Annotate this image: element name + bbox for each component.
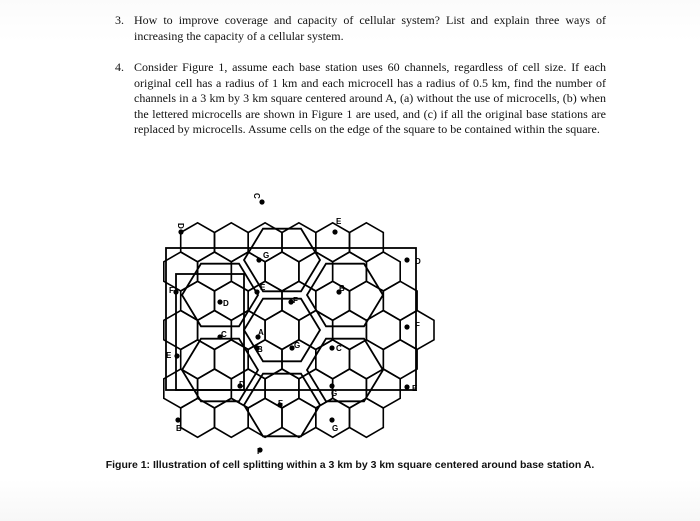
- label-g-low: G: [331, 389, 338, 398]
- hex-cell: [333, 252, 367, 291]
- figure-caption: Figure 1: Illustration of cell splitting within a 3 km by 3 km square centered around base station A.: [105, 459, 595, 471]
- label-f-bottom: F: [257, 447, 262, 456]
- cell-splitting-figure: [150, 180, 450, 460]
- label-d-left: D: [176, 223, 185, 229]
- hex-cell: [366, 311, 400, 350]
- hex-cell: [181, 398, 215, 437]
- base-station-dot: [404, 384, 409, 389]
- base-station-dot: [175, 417, 180, 422]
- label-g-bottom: G: [332, 424, 339, 433]
- large-cell: [182, 264, 258, 327]
- base-station-dot: [332, 229, 337, 234]
- label-f-low: F: [278, 399, 283, 408]
- hex-cell: [350, 340, 384, 379]
- question-4: [115, 60, 606, 138]
- hex-cell: [350, 223, 384, 262]
- label-c-top: C: [252, 193, 261, 199]
- square-boundaries: [166, 248, 416, 390]
- label-e-right: E: [412, 384, 418, 393]
- hex-cell: [316, 223, 350, 262]
- label-d-right: D: [415, 257, 421, 266]
- label-d-mid: D: [223, 299, 229, 308]
- hex-cell: [400, 311, 434, 350]
- base-station-dot: [217, 299, 222, 304]
- hex-cell: [282, 398, 316, 437]
- hex-cell: [383, 340, 417, 379]
- hex-cell: [265, 252, 299, 291]
- base-station-dot: [256, 257, 261, 262]
- base-station-dot: [173, 289, 178, 294]
- base-station-dot: [259, 199, 264, 204]
- hex-cell: [215, 223, 249, 262]
- hex-cell: [198, 252, 232, 291]
- label-b-center: B: [257, 345, 263, 354]
- label-c-right: C: [336, 344, 342, 353]
- base-station-dot: [404, 324, 409, 329]
- label-g-top: G: [263, 251, 270, 260]
- question-3: [115, 13, 606, 44]
- base-station-dot: [329, 345, 334, 350]
- base-station-dot: [404, 257, 409, 262]
- label-d-low: D: [239, 380, 245, 389]
- base-station-dot: [178, 229, 183, 234]
- hex-cell: [164, 311, 198, 350]
- label-f-mid: F: [293, 296, 298, 305]
- base-station-dot: [329, 417, 334, 422]
- base-station-dot: [329, 383, 334, 388]
- hexagon-cells: [164, 223, 434, 437]
- question-3-number: 3.: [115, 13, 124, 27]
- label-c-mid: C: [221, 330, 227, 339]
- question-4-number: 4.: [115, 60, 124, 74]
- label-a-center: A: [258, 328, 264, 337]
- question-3-text: How to improve coverage and capacity of cellular system? List and explain three ways of increasing the capacity of a cellular system.: [134, 13, 606, 43]
- base-station-dot: [254, 289, 259, 294]
- label-f-left: F: [169, 286, 174, 295]
- question-4-text: Consider Figure 1, assume each base station uses 60 channels, regardless of cell size. If each original cell has a radius of 1 km and each microcell has a radius of 0.5 km, find the number of channels in a 3 km by 3 km square centered around A, (a) without the use of microcells, (b) when the lettered microcells are shown in Figure 1 are used, and (c) if all the original base stations are replaced by microcells. Assume cells on the edge of the square to be contained within the square.: [134, 60, 606, 136]
- label-f-right: F: [415, 321, 420, 330]
- label-b-bottom: B: [176, 424, 182, 433]
- hex-cell: [383, 281, 417, 320]
- hex-cell: [350, 398, 384, 437]
- label-e-left: E: [166, 351, 172, 360]
- base-station-dot: [174, 353, 179, 358]
- label-e-top: E: [336, 217, 342, 226]
- hex-cell: [248, 398, 282, 437]
- label-g-center: G: [294, 341, 301, 350]
- hex-cell: [215, 398, 249, 437]
- label-e-mid: E: [260, 283, 266, 292]
- outer-square-boundary: [166, 248, 416, 390]
- hex-cell: [366, 252, 400, 291]
- hexagon-grid-diagram: [150, 180, 450, 460]
- label-b-right: B: [339, 284, 345, 293]
- hex-cell: [299, 311, 333, 350]
